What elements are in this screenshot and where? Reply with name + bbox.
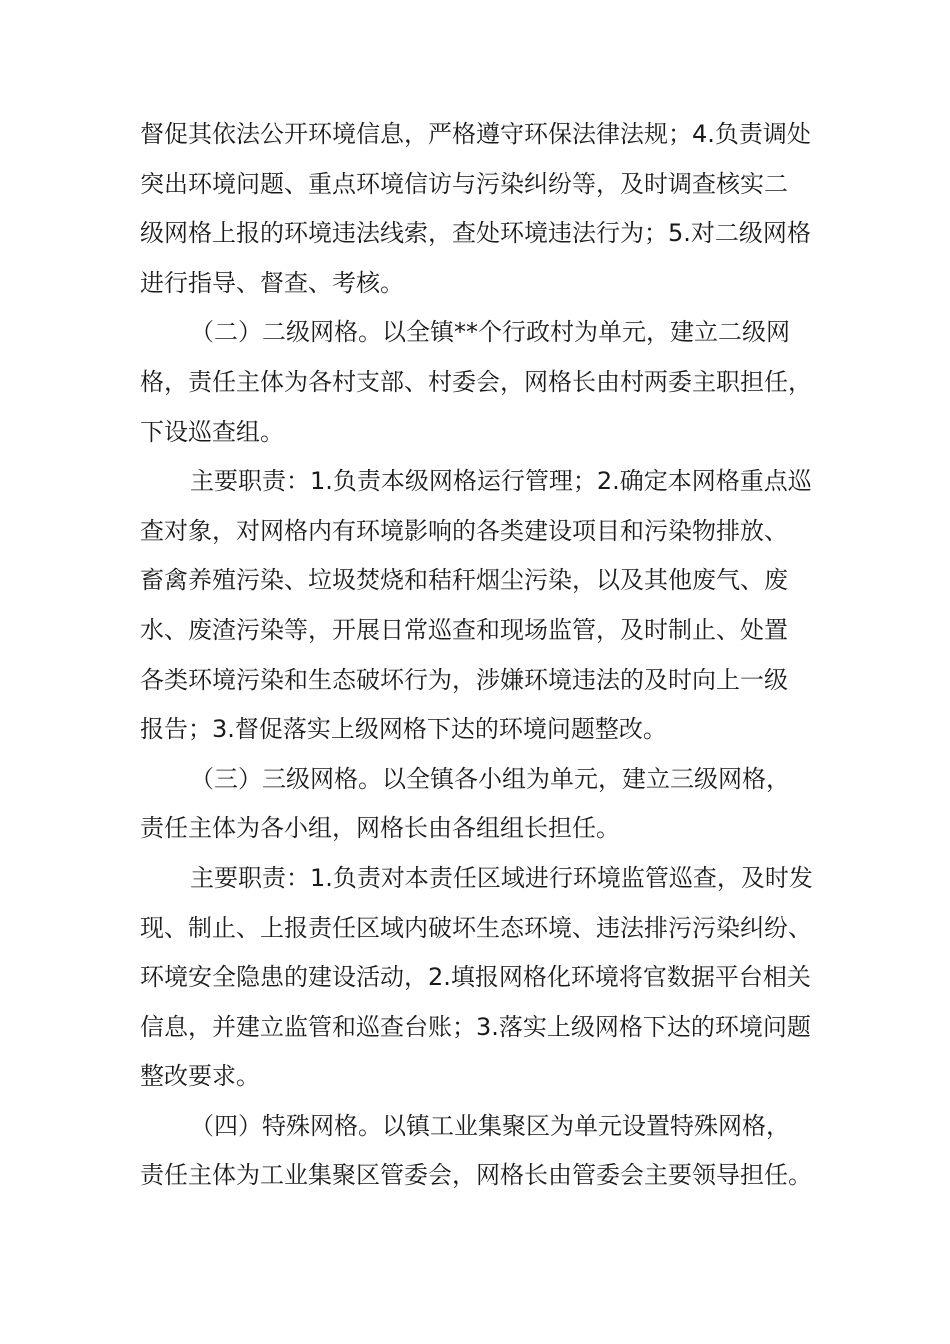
text-line: 下设巡查组。 (140, 417, 284, 446)
text-line: 查对象，对网格内有环境影响的各类建设项目和污染物排放、 (140, 516, 788, 545)
text-line: 责任主体为各小组，网格长由各组组长担任。 (140, 814, 620, 843)
paragraph-level2-grid (140, 308, 820, 457)
paragraph-level3-duties (140, 854, 820, 1102)
text-line: 级网格上报的环境违法线索，查处环境违法行为；5.对二级网格 (140, 219, 811, 248)
text-line: （三）三级网格。以全镇各小组为单元，建立三级网格， (190, 764, 790, 793)
text-line: 突出环境问题、重点环境信访与污染纠纷等，及时调查核实二 (140, 169, 788, 198)
paragraph-level3-grid (140, 755, 820, 854)
paragraph-level2-duties (140, 457, 820, 755)
paragraph-level1-duties-continued (140, 110, 820, 308)
paragraph-special-grid (140, 1102, 820, 1201)
text-line: 信息，并建立监管和巡查台账；3.落实上级网格下达的环境问题 (140, 1012, 811, 1041)
text-line: 整改要求。 (140, 1062, 260, 1091)
text-line: 水、废渣污染等，开展日常巡查和现场监管，及时制止、处置 (140, 615, 788, 644)
text-line: （四）特殊网格。以镇工业集聚区为单元设置特殊网格， (190, 1111, 790, 1140)
text-line: 报告；3.督促落实上级网格下达的环境问题整改。 (140, 715, 667, 744)
text-line: 主要职责：1.负责对本责任区域进行环境监管巡查，及时发 (190, 863, 813, 892)
text-line: 畜禽养殖污染、垃圾焚烧和秸秆烟尘污染，以及其他废气、废 (140, 566, 788, 595)
document-body (140, 110, 820, 1201)
text-line: （二）二级网格。以全镇**个行政村为单元，建立二级网 (190, 318, 790, 347)
text-line: 主要职责：1.负责本级网格运行管理；2.确定本网格重点巡 (190, 467, 812, 496)
text-line: 责任主体为工业集聚区管委会，网格长由管委会主要领导担任。 (140, 1161, 812, 1190)
text-line: 环境安全隐患的建设活动，2.填报网格化环境将官数据平台相关 (140, 963, 811, 992)
text-line: 各类环境污染和生态破坏行为，涉嫌环境违法的及时向上一级 (140, 665, 788, 694)
text-line: 格，责任主体为各村支部、村委会，网格长由村两委主职担任， (140, 367, 812, 396)
text-line: 进行指导、督查、考核。 (140, 268, 404, 297)
text-line: 督促其依法公开环境信息，严格遵守环保法律法规；4.负责调处 (140, 120, 811, 148)
text-line: 现、制止、上报责任区域内破坏生态环境、违法排污污染纠纷、 (140, 913, 812, 942)
